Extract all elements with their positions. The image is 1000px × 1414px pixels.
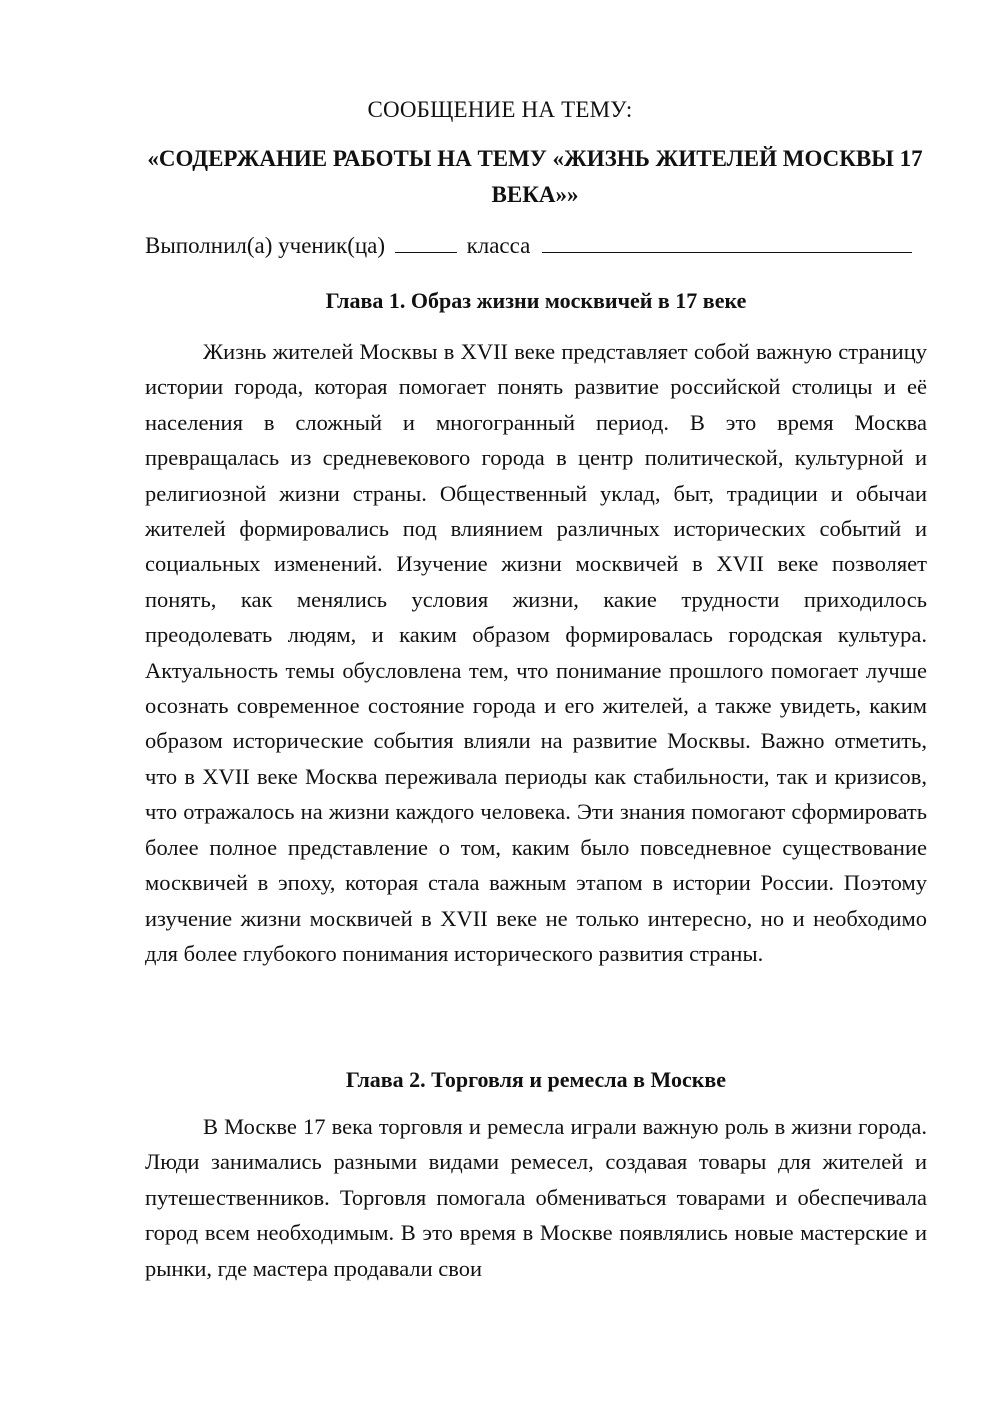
author-name-blank (542, 230, 912, 253)
author-label: Выполнил(а) ученик(ца) (145, 233, 386, 258)
class-label: класса (466, 233, 531, 258)
chapter-1-title: Глава 1. Образ жизни москвичей в 17 веке (325, 288, 747, 313)
chapter-2-text: В Москве 17 века торговля и ремесла играли важную роль в жизни города. Люди занимались разными видами ремесел, создавая товары для жителей и путешественников. Торговля помогала обмениваться товарами и обеспечивала город всем необходимым. В это время в Москве появлялись новые мастерские и рынки, где мастера продавали свои (145, 1114, 927, 1281)
class-number-blank (395, 230, 457, 253)
author-line (145, 230, 912, 262)
report-title: «СОДЕРЖАНИЕ РАБОТЫ НА ТЕМУ «ЖИЗНЬ ЖИТЕЛЕЙ МОСКВЫ 17 ВЕКА»» (147, 146, 923, 207)
report-heading: СООБЩЕНИЕ НА ТЕМУ: (367, 97, 633, 122)
chapter-1-text: Жизнь жителей Москвы в XVII веке представляет собой важную страницу истории города, которая помогает понять развитие российской столицы и её населения в сложный и многогранный период. В это время Москва превращалась из средневекового города в центр политической, культурной и религиозной жизни страны. Общественный уклад, быт, традиции и обычаи жителей формировались под влиянием различных исторических событий и социальных изменений. Изучение жизни москвичей в XVII веке позволяет понять, как менялись условия жизни, какие трудности приходилось преодолевать людям, и каким образом формировалась городская культура. Актуальность темы обусловлена тем, что понимание прошлого помогает лучше осознать современное состояние города и его жителей, а также увидеть, каким образом исторические события влияли на развитие Москвы. Важно отметить, что в XVII веке Москва переживала периоды как стабильности, так и кризисов, что отражалось на жизни каждого человека. Эти знания помогают сформировать более полное представление о том, каким было повседневное существование москвичей в эпоху, которая стала важным этапом в истории России. Поэтому изучение жизни москвичей в XVII веке не только интересно, но и необходимо для более глубокого понимания исторического развития страны. (145, 339, 927, 966)
chapter-2-title: Глава 2. Торговля и ремесла в Москве (345, 1067, 727, 1092)
